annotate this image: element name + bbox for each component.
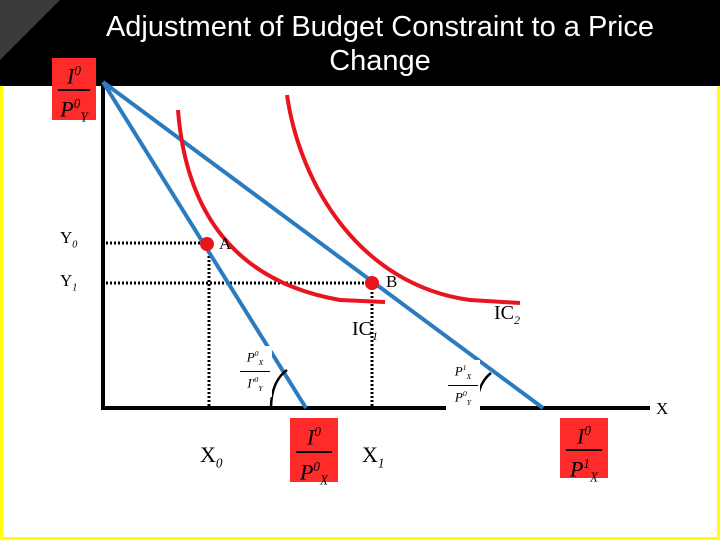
x-intercept-new-fraction: $I^0$ $P^1_X$ <box>560 418 608 478</box>
point-a-label: A <box>219 234 232 253</box>
indifference-curve-ic2 <box>287 95 520 303</box>
title-line-2: Change <box>329 45 431 77</box>
y0-label: $Y_0$ <box>60 228 78 251</box>
slope-new-fraction: $P^1_X$ $P^0_Y$ <box>446 360 480 411</box>
slope-original-fraction: $P^0_X$ $I'^0_Y$ <box>238 346 272 397</box>
ic1-label: $IC_1$ <box>352 318 378 343</box>
point-b-label: B <box>386 272 398 291</box>
x1-label: $X_1$ <box>362 442 385 471</box>
y1-label: $Y_1$ <box>60 271 78 294</box>
ic2-label: $IC_2$ <box>494 302 520 327</box>
y-intercept-fraction: $I^0$ $P^0_Y$ <box>52 58 96 120</box>
point-b <box>365 276 379 290</box>
x-intercept-original-fraction: $I^0$ $P^0_X$ <box>290 418 338 482</box>
title-line-1: Adjustment of Budget Constraint to a Price <box>105 11 655 43</box>
x0-label: $X_0$ <box>200 442 223 471</box>
x-axis-label: X <box>656 399 669 418</box>
point-a <box>200 237 214 251</box>
